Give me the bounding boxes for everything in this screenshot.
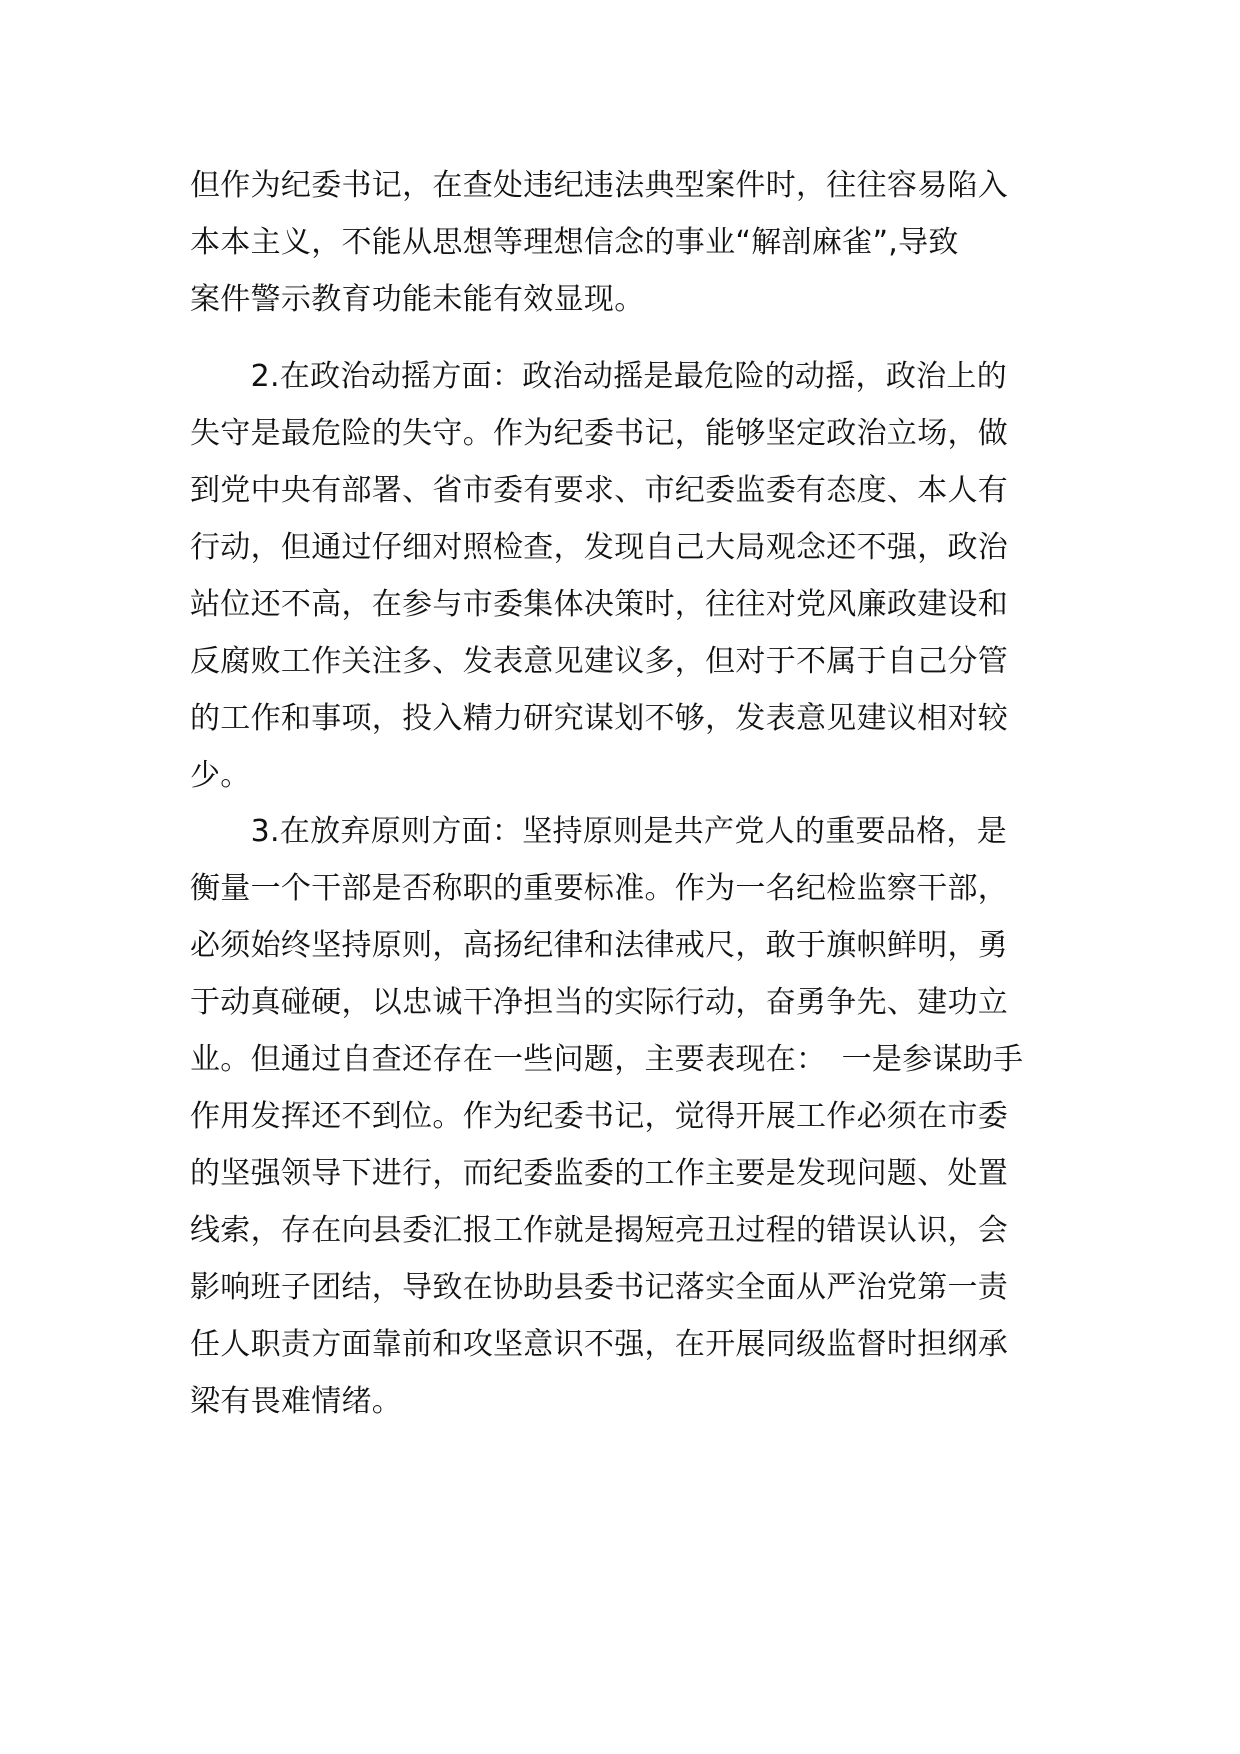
text-line: 影响班子团结，导致在协助县委书记落实全面从严治党第一责 xyxy=(190,1270,1009,1305)
text-line: 本本主义，不能从思想等理想信念的事业“解剖麻雀”,导致 xyxy=(190,225,959,260)
text-line: 站位还不高，在参与市委集体决策时，往往对党风廉政建设和 xyxy=(190,587,1009,622)
paragraph-1 xyxy=(190,157,1070,328)
text-line: 于动真碰硬，以忠诚干净担当的实际行动，奋勇争先、建功立 xyxy=(190,985,1009,1020)
text-line: 的坚强领导下进行，而纪委监委的工作主要是发现问题、处置 xyxy=(190,1156,1009,1191)
text-line: 必须始终坚持原则，高扬纪律和法律戒尺，敢于旗帜鲜明，勇 xyxy=(190,928,1009,963)
text-line: 行动，但通过仔细对照检查，发现自己大局观念还不强，政治 xyxy=(190,530,1009,565)
paragraph-3 xyxy=(190,803,1070,1430)
text-line: 到党中央有部署、省市委有要求、市纪委监委有态度、本人有 xyxy=(190,473,1009,508)
text-line: 但作为纪委书记，在查处违纪违法典型案件时，往往容易陷入 xyxy=(190,168,1009,203)
text-line: 业。但通过自查还存在一些问题，主要表现在： 一是参谋助手 xyxy=(190,1042,1024,1077)
paragraph-2 xyxy=(190,348,1070,804)
text-line: 案件警示教育功能未能有效显现。 xyxy=(190,282,645,317)
text-line: 3.在放弃原则方面：坚持原则是共产党人的重要品格，是 xyxy=(190,814,1008,849)
text-line: 少。 xyxy=(190,758,251,793)
text-line: 任人职责方面靠前和攻坚意识不强，在开展同级监督时担纲承 xyxy=(190,1327,1009,1362)
text-line: 2.在政治动摇方面：政治动摇是最危险的动摇，政治上的 xyxy=(190,359,1008,394)
text-line: 反腐败工作关注多、发表意见建议多，但对于不属于自己分管 xyxy=(190,644,1009,679)
text-line: 作用发挥还不到位。作为纪委书记，觉得开展工作必须在市委 xyxy=(190,1099,1009,1134)
text-line: 梁有畏难情绪。 xyxy=(190,1384,403,1419)
text-line: 衡量一个干部是否称职的重要标准。作为一名纪检监察干部， xyxy=(190,871,1009,906)
text-line: 的工作和事项，投入精力研究谋划不够，发表意见建议相对较 xyxy=(190,701,1009,736)
text-line: 线索，存在向县委汇报工作就是揭短亮丑过程的错误认识，会 xyxy=(190,1213,1009,1248)
text-line: 失守是最危险的失守。作为纪委书记，能够坚定政治立场，做 xyxy=(190,416,1009,451)
